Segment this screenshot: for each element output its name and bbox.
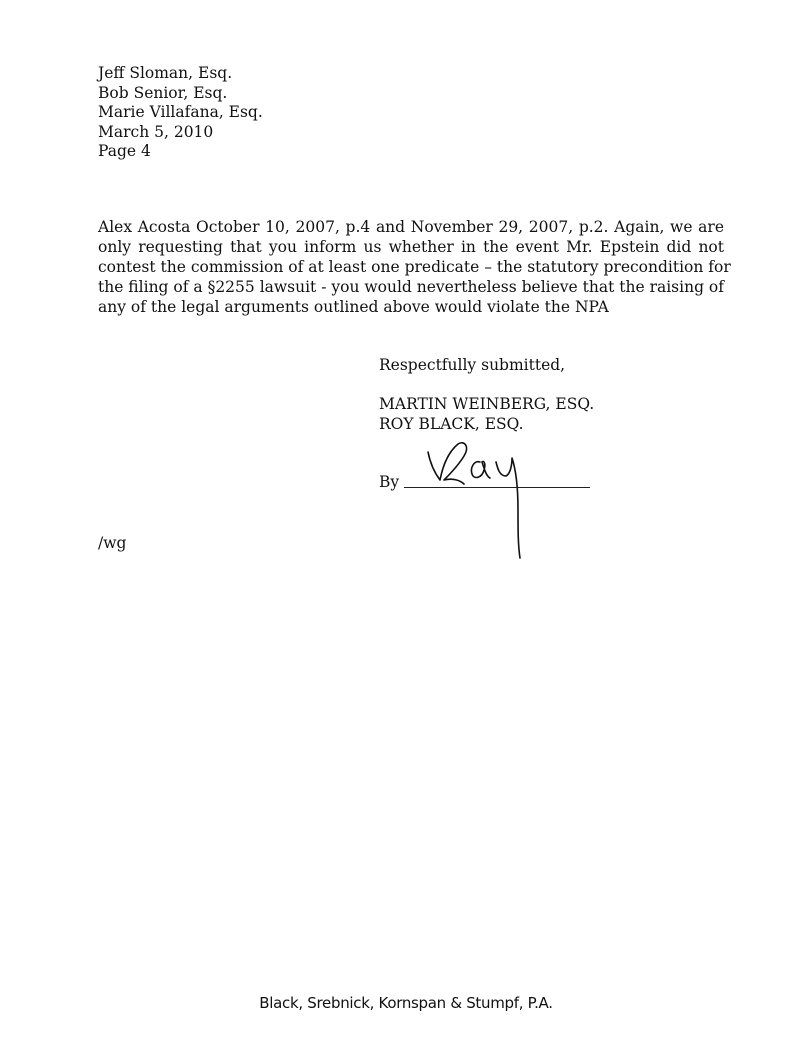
recipient-name: Marie Villafana, Esq. [98,103,263,121]
signer-name: MARTIN WEINBERG, ESQ. [379,395,595,413]
handwritten-signature [420,440,550,560]
by-label: By [379,473,400,491]
firm-footer: Black, Srebnick, Kornspan & Stumpf, P.A. [259,994,553,1012]
body-line: any of the legal arguments outlined above would violate the NPA [98,298,609,316]
signer-name: ROY BLACK, ESQ. [379,414,524,433]
signer-block [379,395,594,434]
closing-salutation: Respectfully submitted, [379,356,566,374]
recipient-block [98,64,263,162]
body-line: contest the commission of at least one predicate – the statutory precondition for [98,258,731,276]
page-number: Page 4 [98,142,151,160]
body-line: Alex Acosta October 10, 2007, p.4 and November 29, 2007, p.2. Again, we are [98,218,724,236]
recipient-name: Bob Senior, Esq. [98,83,228,102]
body-line: only requesting that you inform us whether in the event Mr. Epstein did not [98,238,724,256]
letter-date: March 5, 2010 [98,122,214,141]
body-paragraph [98,217,731,317]
typist-initials: /wg [98,534,127,552]
body-line: the filing of a §2255 lawsuit - you would nevertheless believe that the raising of [98,278,724,296]
recipient-name: Jeff Sloman, Esq. [98,64,233,82]
